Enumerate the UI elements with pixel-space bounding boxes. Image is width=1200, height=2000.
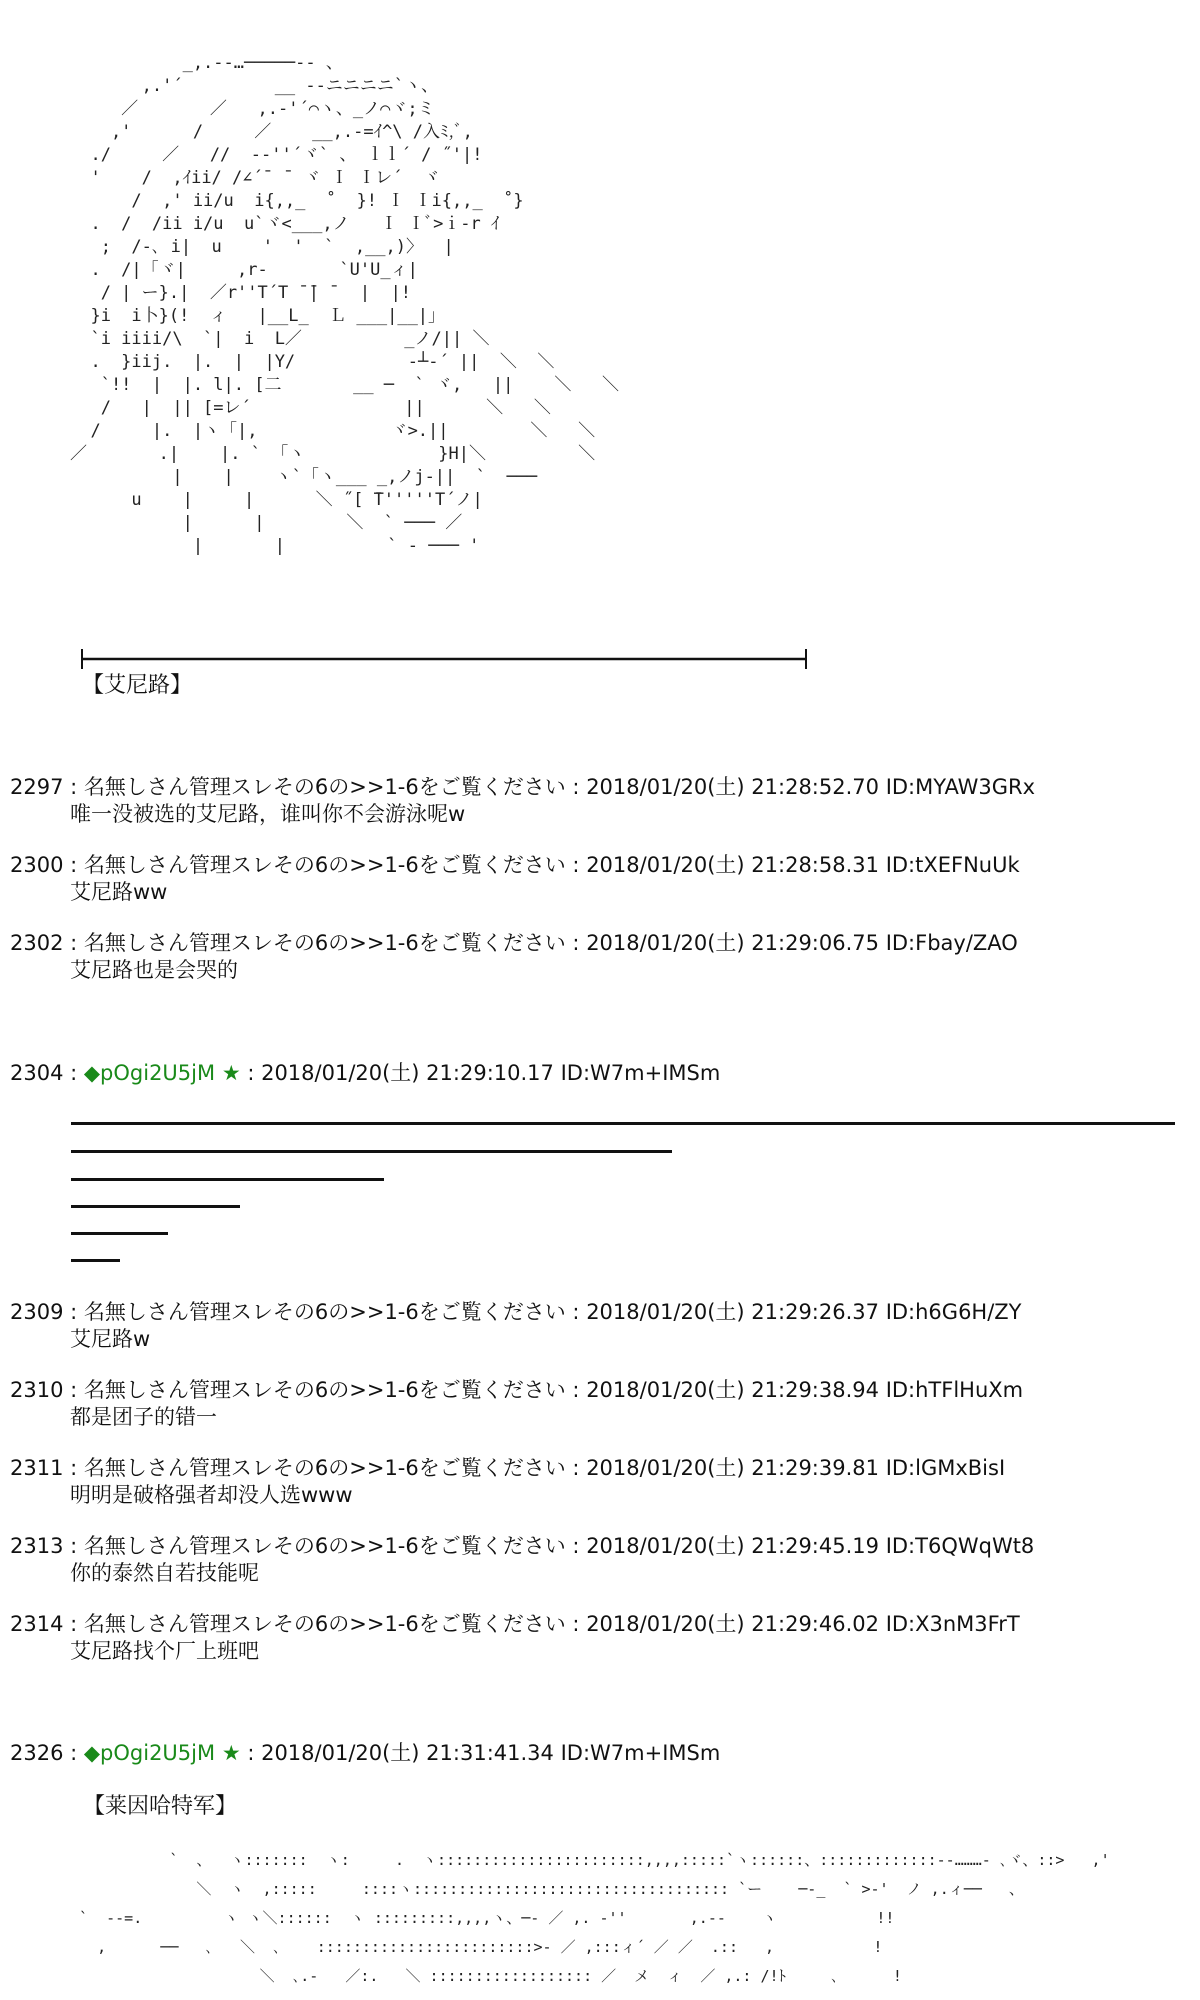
- post-body: 都是团子的错一: [70, 1405, 217, 1429]
- ascii-art-fleet: ` 、 ヽ::::::: ヽ: . ヽ:::::::::::::::::::::::,,,,:::::`ヽ::::::、:::::::::::::-‐………‐ ､ヾ、::> ,' ＼ ヽ ,::::: ::::ヽ::::::::::::::::::::::::::::::::::: `ー ─-_ ` >-' ノ ,.ィ── 、 ` ‐-=. ヽ ヽ＼:::::: ヽ :::::::::,,,,ヽ、─‐ ／ ,. ‐'' ,.-‐ ヽ !! , ── ､ ＼ ､ ::::::::::::::::::::::::>‐ ／ ,:::ィ´ ／ ／ .:: , ! ＼ ､.- ／:. ＼ :::::::::::::::::: ／ メ ィ ／ ,.: /!ﾄ ､ !: [79, 1851, 1110, 1985]
- post-name: 名無しさん管理スレその6の>>1-6をご覧ください: [83, 1612, 566, 1636]
- post-name: 名無しさん管理スレその6の>>1-6をご覧ください: [83, 775, 566, 799]
- post-2314: 2314 : 名無しさん管理スレその6の>>1-6をご覧ください : 2018/01/20(土) 21:29:46.02 ID:X3nM3FrT 艾尼路找个厂上班吧: [10, 1611, 1190, 1665]
- line-bar: [71, 1259, 120, 1262]
- post-number[interactable]: 2311: [10, 1456, 64, 1480]
- post-name: 名無しさん管理スレその6の>>1-6をご覧ください: [83, 931, 566, 955]
- post-id: ID:W7m+IMSm: [560, 1741, 721, 1765]
- post-date: 2018/01/20(土) 21:29:45.19: [586, 1534, 879, 1558]
- post-name: 名無しさん管理スレその6の>>1-6をご覧ください: [83, 1534, 566, 1558]
- post-body: 艾尼路w: [70, 1327, 151, 1351]
- post-number[interactable]: 2300: [10, 853, 64, 877]
- post-2309: 2309 : 名無しさん管理スレその6の>>1-6をご覧ください : 2018/01/20(土) 21:29:26.37 ID:h6G6H/ZY 艾尼路w: [10, 1299, 1190, 1353]
- post-date: 2018/01/20(土) 21:29:46.02: [586, 1612, 879, 1636]
- post-2310: 2310 : 名無しさん管理スレその6の>>1-6をご覧ください : 2018/01/20(土) 21:29:38.94 ID:hTFlHuXm 都是团子的错一: [10, 1377, 1190, 1431]
- ascii-art-enel: _,.-‐…─────-- 、 ,.'´ __ --ニニニニ`ヽ、 ／ ／ ,.-'´⌒ヽ、_ノ⌒ヾ;ミ ,' / ／ __,.-=ｲ^\ /入ﾐ,ﾞ, ./ ／ // -‐''´ヾ` 、 ｌｌ´ / ˝'|! ' / ,ｲii/ /∠´ˉ ˉ ヾ Ｉ Ｉレ´ ヾ / ,' ii/u i{,,_ ˚ }! Ｉ Ｉi{,,_ ˚} . / /ii i/u u`ヾ<___,ノ Ｉ Ｉﾞ>ｉ-r ｲ ; /-､ i| u ' ' ` ,__,)〉 | . /|「ヾ| ,r- `U'U_ィ| / | ー}.| ／r''T´T ̄ ̄| ̄ | |! }i i卜}(! ィ |__L_ Ｌ ___|__|」 `i iiii/\ `| i L／ _ノ/|| ＼ . }iij. |. | |Y/ -┴‐´ || ＼ ＼ `!! | |. l|. [二 __ ─ ` ヾ, || ＼ ＼ / | || [=レ´ || ＼ ＼ / |. |ヽ「|, ヾ>.|| ＼ ＼ ／ .| |. ` 「ヽ }H|＼ ＼ | | ヽ`「ヽ___ _,ノj-|| ` ─── u | | ＼ ˝[ ̄T'''''T´ノ| | | ＼ ` ─── ／ | | ` - ─── ': [70, 53, 620, 556]
- line-bar: [71, 1205, 240, 1208]
- post-date: 2018/01/20(土) 21:31:41.34: [261, 1741, 554, 1765]
- post-number[interactable]: 2302: [10, 931, 64, 955]
- post-2313: 2313 : 名無しさん管理スレその6の>>1-6をご覧ください : 2018/01/20(土) 21:29:45.19 ID:T6QWqWt8 你的泰然自若技能呢: [10, 1533, 1190, 1587]
- post-id: ID:hTFlHuXm: [885, 1378, 1024, 1402]
- post-body: 艾尼路ww: [70, 880, 168, 904]
- caption-enel: 【艾尼路】: [82, 673, 193, 698]
- post-2304: 2304 : ◆pOgi2U5jM ★ : 2018/01/20(土) 21:29:10.17 ID:W7m+IMSm: [10, 1061, 721, 1085]
- post-2311: 2311 : 名無しさん管理スレその6の>>1-6をご覧ください : 2018/01/20(土) 21:29:39.81 ID:lGMxBisI 明明是破格强者却没人选www: [10, 1455, 1190, 1509]
- post-date: 2018/01/20(土) 21:28:58.31: [586, 853, 879, 877]
- post-id: ID:h6G6H/ZY: [885, 1300, 1022, 1324]
- post-name: 名無しさん管理スレその6の>>1-6をご覧ください: [83, 1456, 566, 1480]
- post-number[interactable]: 2313: [10, 1534, 64, 1558]
- post-number[interactable]: 2314: [10, 1612, 64, 1636]
- post-number[interactable]: 2304: [10, 1061, 64, 1085]
- post-date: 2018/01/20(土) 21:29:06.75: [586, 931, 879, 955]
- post-body: 艾尼路找个厂上班吧: [70, 1639, 259, 1663]
- line-bar: [71, 1178, 384, 1181]
- post-id: ID:X3nM3FrT: [885, 1612, 1020, 1636]
- caption-reinhard: 【莱因哈特军】: [83, 1794, 238, 1819]
- post-date: 2018/01/20(土) 21:29:26.37: [586, 1300, 879, 1324]
- line-bar: [71, 1150, 672, 1153]
- post-name: 名無しさん管理スレその6の>>1-6をご覧ください: [83, 853, 566, 877]
- post-id: ID:W7m+IMSm: [560, 1061, 721, 1085]
- post-body: 你的泰然自若技能呢: [70, 1561, 259, 1585]
- post-name: 名無しさん管理スレその6の>>1-6をご覧ください: [83, 1378, 566, 1402]
- post-id: ID:T6QWqWt8: [885, 1534, 1035, 1558]
- star-icon: ★: [221, 1741, 241, 1765]
- post-id: ID:lGMxBisI: [885, 1456, 1006, 1480]
- post-trip: ◆pOgi2U5jM: [83, 1061, 216, 1085]
- post-2326: 2326 : ◆pOgi2U5jM ★ : 2018/01/20(土) 21:31:41.34 ID:W7m+IMSm: [10, 1741, 721, 1765]
- art-ruler: [70, 644, 815, 674]
- post-id: ID:Fbay/ZAO: [885, 931, 1018, 955]
- post-body: 唯一没被选的艾尼路，谁叫你不会游泳呢w: [70, 802, 466, 826]
- post-number[interactable]: 2310: [10, 1378, 64, 1402]
- post-id: ID:MYAW3GRx: [885, 775, 1036, 799]
- line-bar: [71, 1122, 1175, 1125]
- post-number[interactable]: 2297: [10, 775, 64, 799]
- post-id: ID:tXEFNuUk: [885, 853, 1020, 877]
- post-2302: 2302 : 名無しさん管理スレその6の>>1-6をご覧ください : 2018/01/20(土) 21:29:06.75 ID:Fbay/ZAO 艾尼路也是会哭的: [10, 930, 1190, 984]
- post-date: 2018/01/20(土) 21:29:38.94: [586, 1378, 879, 1402]
- line-bar: [71, 1232, 168, 1235]
- post-name: 名無しさん管理スレその6の>>1-6をご覧ください: [83, 1300, 566, 1324]
- post-2297: 2297 : 名無しさん管理スレその6の>>1-6をご覧ください : 2018/01/20(土) 21:28:52.70 ID:MYAW3GRx 唯一没被选的艾尼路，谁叫你不会游泳呢w: [10, 774, 1190, 828]
- post-number[interactable]: 2326: [10, 1741, 64, 1765]
- post-trip: ◆pOgi2U5jM: [83, 1741, 216, 1765]
- post-2300: 2300 : 名無しさん管理スレその6の>>1-6をご覧ください : 2018/01/20(土) 21:28:58.31 ID:tXEFNuUk 艾尼路ww: [10, 852, 1190, 906]
- post-date: 2018/01/20(土) 21:29:10.17: [261, 1061, 554, 1085]
- post-body: 艾尼路也是会哭的: [70, 958, 238, 982]
- star-icon: ★: [221, 1061, 241, 1085]
- post-date: 2018/01/20(土) 21:28:52.70: [586, 775, 879, 799]
- post-body: 明明是破格强者却没人选www: [70, 1483, 353, 1507]
- post-number[interactable]: 2309: [10, 1300, 64, 1324]
- post-date: 2018/01/20(土) 21:29:39.81: [586, 1456, 879, 1480]
